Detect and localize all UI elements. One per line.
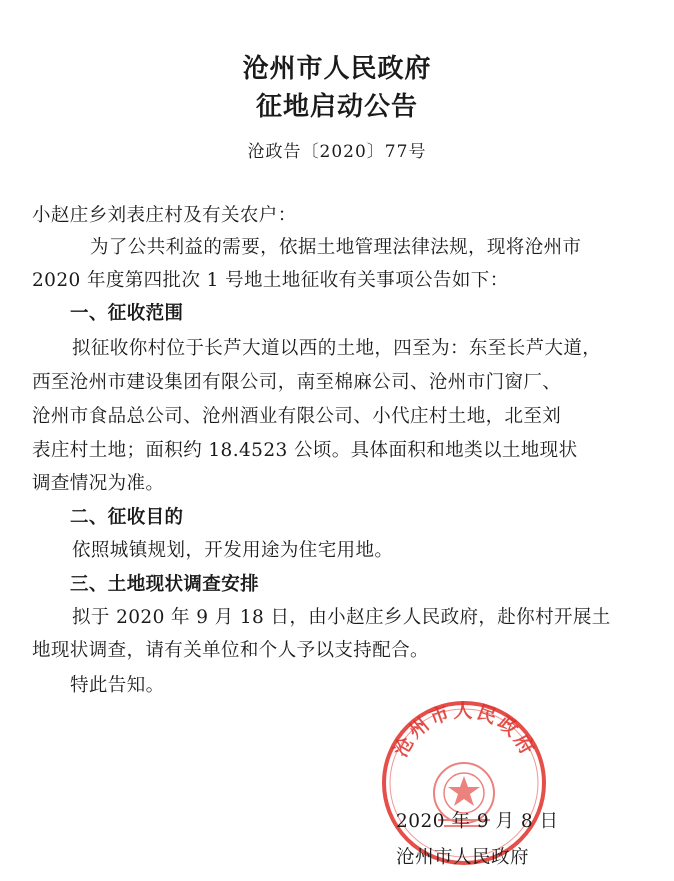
addressee: 小赵庄乡刘表庄村及有关农户： [32, 205, 297, 226]
intro-line-1: 为了公共利益的需要，依据土地管理法律法规，现将沧州市 [90, 237, 582, 258]
scope-line-2: 西至沧州市建设集团有限公司，南至棉麻公司、沧州市门窗厂、 [32, 372, 562, 393]
survey-line-1: 拟于 2020 年 9 月 18 日，由小赵庄乡人民政府，赴你村开展土 [72, 607, 611, 628]
document-title-line2: 征地启动公告 [255, 92, 418, 122]
intro-line-2: 2020 年度第四批次 1 号地土地征收有关事项公告如下： [32, 270, 509, 291]
seal-text: 沧州市人民政府 [389, 700, 540, 761]
closing-text: 特此告知。 [70, 675, 165, 696]
scope-line-1: 拟征收你村位于长芦大道以西的土地，四至为：东至长芦大道， [72, 338, 602, 359]
document-number: 沧政告〔2020〕77号 [247, 142, 427, 162]
section-heading-survey: 三、土地现状调查安排 [70, 574, 260, 595]
purpose-line-1: 依照城镇规划，开发用途为住宅用地。 [72, 540, 394, 561]
scope-line-4: 表庄村土地；面积约 18.4523 公顷。具体面积和地类以土地现状 [32, 440, 578, 461]
signature-issuer: 沧州市人民政府 [396, 847, 530, 868]
section-heading-scope: 一、征收范围 [70, 303, 184, 324]
survey-line-2: 地现状调查，请有关单位和个人予以支持配合。 [32, 640, 429, 661]
scope-line-5: 调查情况为准。 [32, 473, 165, 494]
document-title-line1: 沧州市人民政府 [242, 54, 432, 84]
section-heading-purpose: 二、征收目的 [70, 507, 184, 528]
signature-date: 2020 年 9 月 8 日 [396, 811, 559, 832]
scope-line-3: 沧州市食品总公司、沧州酒业有限公司、小代庄村土地，北至刘 [32, 406, 562, 427]
